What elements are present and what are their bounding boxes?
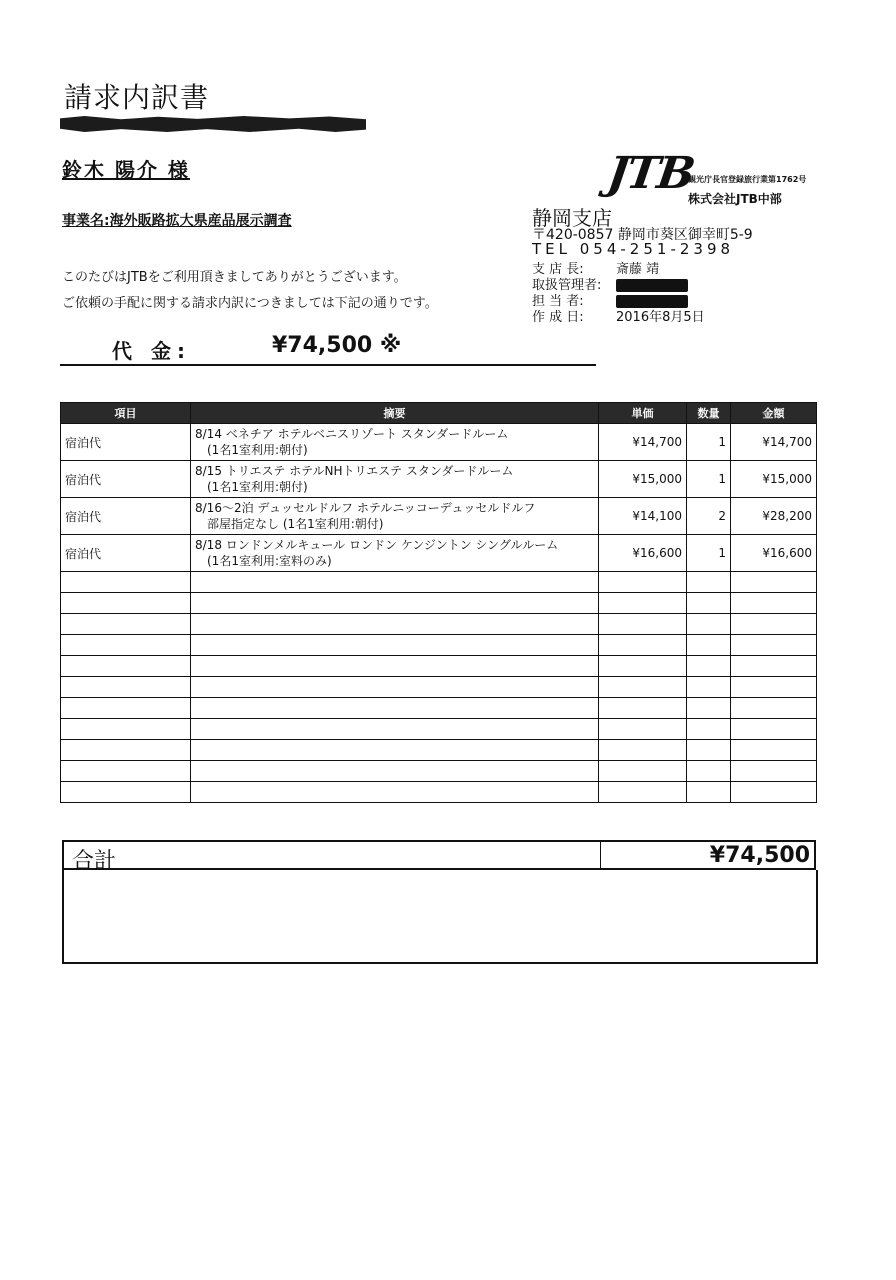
empty-row bbox=[61, 635, 817, 656]
empty-row bbox=[61, 572, 817, 593]
project-label: 事業名: bbox=[62, 213, 110, 229]
row-desc-line2: (1名1室利用:室料のみ) bbox=[207, 554, 332, 568]
branch-name: 静岡支店 bbox=[532, 206, 612, 230]
table-row bbox=[61, 424, 817, 461]
row-desc bbox=[191, 461, 599, 498]
row-item: 宿泊代 bbox=[61, 498, 191, 535]
row-desc bbox=[191, 535, 599, 572]
table-row bbox=[61, 498, 817, 535]
row-amount: ¥15,000 bbox=[731, 461, 817, 498]
table-header bbox=[61, 403, 817, 424]
empty-row bbox=[61, 740, 817, 761]
amount-value: ¥74,500 ※ bbox=[272, 333, 402, 358]
row-desc-line2: (1名1室利用:朝付) bbox=[207, 443, 308, 457]
empty-row bbox=[61, 677, 817, 698]
staff-label: 担 当 者: bbox=[532, 294, 584, 309]
total-divider bbox=[600, 842, 601, 868]
jtb-logo: JTB bbox=[604, 148, 697, 199]
header-desc: 摘要 bbox=[191, 403, 599, 424]
total-row bbox=[62, 840, 816, 874]
empty-row bbox=[61, 698, 817, 719]
header-price: 単価 bbox=[599, 403, 687, 424]
manager-label: 支 店 長: bbox=[532, 262, 584, 277]
admin-label: 取扱管理者: bbox=[532, 278, 602, 293]
row-price: ¥16,600 bbox=[599, 535, 687, 572]
redacted-subtitle bbox=[60, 116, 366, 132]
empty-row bbox=[61, 614, 817, 635]
document-title: 請求内訳書 bbox=[64, 81, 210, 114]
table-row bbox=[61, 461, 817, 498]
row-desc bbox=[191, 424, 599, 461]
row-price: ¥15,000 bbox=[599, 461, 687, 498]
branch-tel: TEL 054-251-2398 bbox=[532, 240, 735, 258]
empty-row bbox=[61, 719, 817, 740]
empty-row bbox=[61, 761, 817, 782]
greeting-line-2: ご依頼の手配に関する請求内訳につきましては下記の通りです。 bbox=[62, 296, 438, 311]
header-amount: 金額 bbox=[731, 403, 817, 424]
total-label: 合計 bbox=[72, 849, 117, 874]
total-value: ¥74,500 bbox=[709, 843, 810, 868]
row-desc-line1: 8/14 ベネチア ホテルベニスリゾート スタンダードルーム bbox=[195, 427, 509, 441]
invoice-table bbox=[60, 402, 817, 803]
branch-address: 〒420-0857 静岡市葵区御幸町5-9 bbox=[532, 227, 753, 243]
date-value: 2016年8月5日 bbox=[616, 310, 705, 325]
row-amount: ¥16,600 bbox=[731, 535, 817, 572]
header-qty: 数量 bbox=[687, 403, 731, 424]
row-amount: ¥14,700 bbox=[731, 424, 817, 461]
project-name bbox=[62, 210, 292, 230]
registration-number: 観光庁長官登録旅行業第1762号 bbox=[688, 175, 807, 184]
row-desc bbox=[191, 498, 599, 535]
row-qty: 1 bbox=[687, 535, 731, 572]
empty-row bbox=[61, 782, 817, 803]
row-qty: 1 bbox=[687, 461, 731, 498]
row-item: 宿泊代 bbox=[61, 535, 191, 572]
manager-name: 斎藤 靖 bbox=[616, 262, 660, 277]
row-qty: 2 bbox=[687, 498, 731, 535]
row-item: 宿泊代 bbox=[61, 461, 191, 498]
recipient-name: 鈴木 陽介 様 bbox=[62, 158, 190, 182]
table-row bbox=[61, 535, 817, 572]
notes-box bbox=[62, 870, 818, 964]
row-price: ¥14,100 bbox=[599, 498, 687, 535]
empty-row bbox=[61, 656, 817, 677]
row-desc-line2: 部屋指定なし (1名1室利用:朝付) bbox=[207, 517, 384, 531]
date-label: 作 成 日: bbox=[532, 310, 584, 325]
empty-row bbox=[61, 593, 817, 614]
created-date bbox=[532, 306, 705, 325]
company-name: 株式会社JTB中部 bbox=[688, 192, 782, 206]
row-price: ¥14,700 bbox=[599, 424, 687, 461]
amount-label: 代 金: bbox=[112, 339, 191, 363]
amount-underline bbox=[60, 364, 596, 366]
row-desc-line1: 8/16〜2泊 デュッセルドルフ ホテルニッコーデュッセルドルフ bbox=[195, 501, 536, 515]
greeting-line-1: このたびはJTBをご利用頂きましてありがとうございます。 bbox=[62, 270, 407, 285]
header-item: 項目 bbox=[61, 403, 191, 424]
row-item: 宿泊代 bbox=[61, 424, 191, 461]
row-amount: ¥28,200 bbox=[731, 498, 817, 535]
row-qty: 1 bbox=[687, 424, 731, 461]
row-desc-line2: (1名1室利用:朝付) bbox=[207, 480, 308, 494]
row-desc-line1: 8/15 トリエステ ホテルNHトリエステ スタンダードルーム bbox=[195, 464, 514, 478]
row-desc-line1: 8/18 ロンドンメルキュール ロンドン ケンジントン シングルルーム bbox=[195, 538, 559, 552]
project-value: 海外販路拡大県産品展示調査 bbox=[109, 213, 292, 229]
